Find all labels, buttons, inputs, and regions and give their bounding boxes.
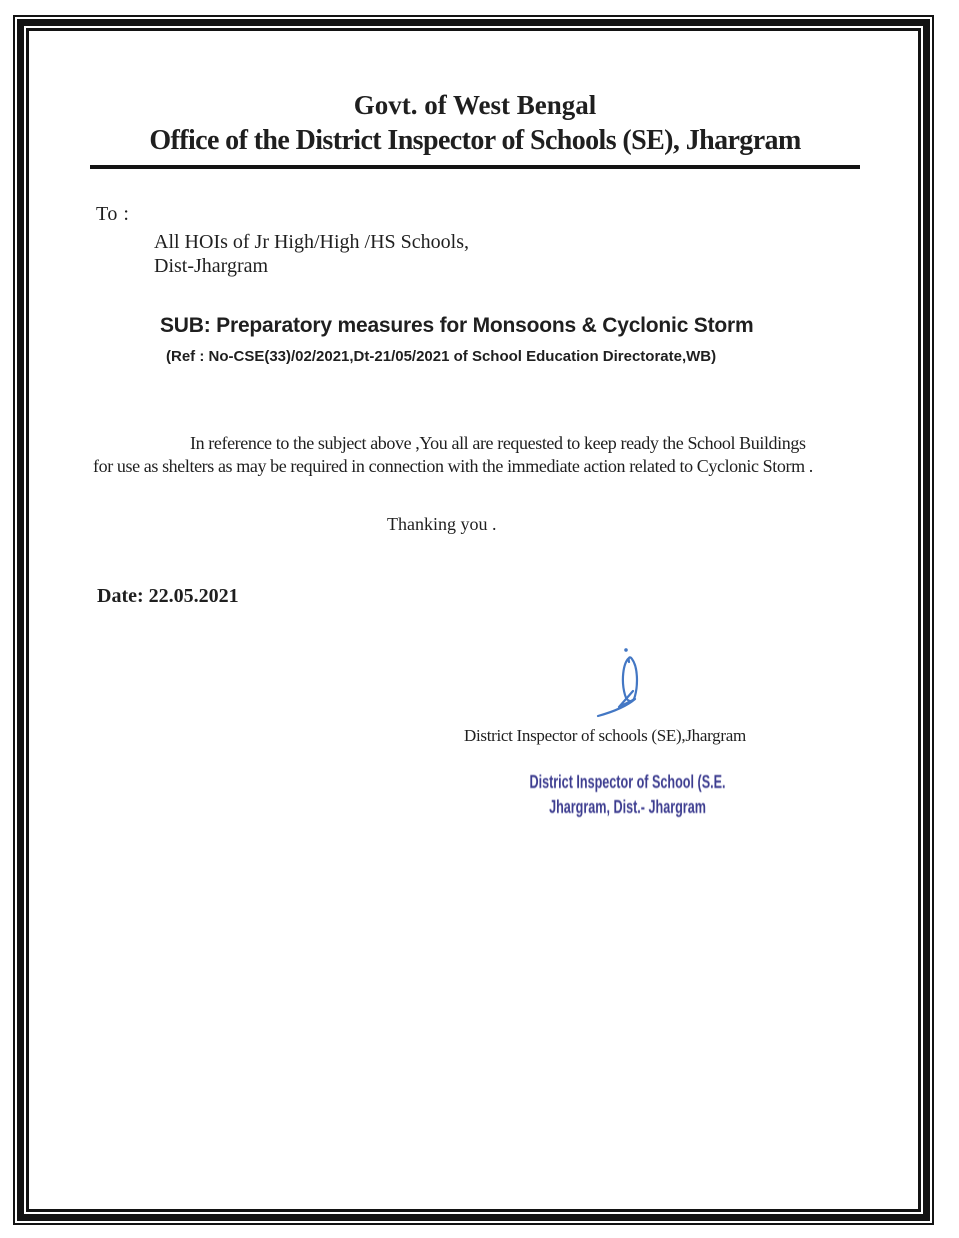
body-line: In reference to the subject above ,You all are requested to keep ready the School Buildings	[190, 433, 806, 453]
stamp-line-2: Jhargram, Dist.- Jhargram	[549, 797, 706, 817]
handwritten-signature	[588, 641, 660, 723]
reference-line: (Ref : No-CSE(33)/02/2021,Dt-21/05/2021 of School Education Directorate,WB)	[166, 348, 717, 365]
date-line: Date: 22.05.2021	[97, 585, 239, 607]
letterhead-govt-line: Govt. of West Bengal	[353, 90, 597, 120]
subject-block	[160, 314, 753, 365]
recipient-address	[154, 230, 469, 278]
office-stamp	[521, 770, 735, 820]
body-paragraph	[93, 432, 883, 478]
recipient-line: Dist-Jhargram	[154, 255, 269, 277]
letterhead-office-line: Office of the District Inspector of Schools (SE), Jhargram	[149, 125, 801, 156]
letterhead-rule	[90, 165, 860, 169]
decorative-border-frame	[13, 15, 934, 1225]
stamp-line-1: District Inspector of School (S.E.	[529, 772, 726, 792]
closing-thanks: Thanking you .	[387, 514, 497, 534]
recipient-block	[96, 203, 469, 278]
body-line: for use as shelters as may be required in connection with the immediate action related to Cyclonic Storm .	[93, 456, 813, 476]
letterhead	[90, 90, 860, 169]
recipient-line: All HOIs of Jr High/High /HS Schools,	[154, 231, 470, 253]
recipient-label: To :	[96, 203, 130, 225]
decorative-border-mid	[17, 19, 930, 1221]
signatory-designation: District Inspector of schools (SE),Jhargram	[464, 726, 746, 745]
subject-heading: SUB: Preparatory measures for Monsoons & Cyclonic Storm	[160, 314, 754, 337]
